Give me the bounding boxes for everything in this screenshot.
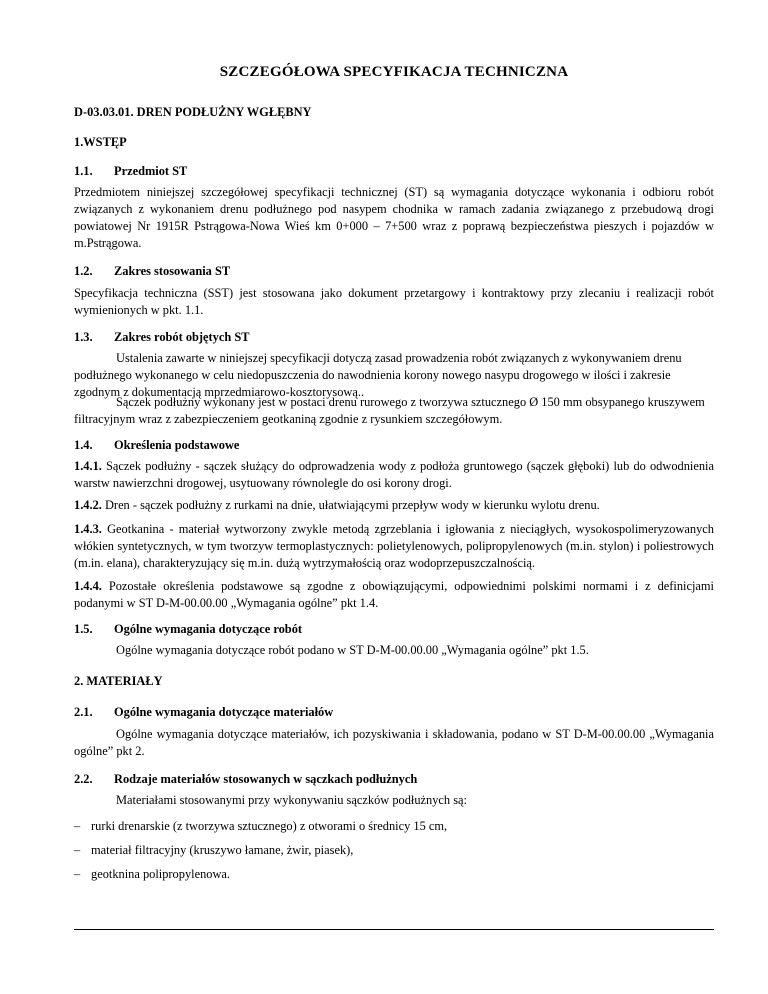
definition-1-4-3 (74, 521, 714, 572)
section-1-heading: 1.WSTĘP (74, 135, 127, 149)
definition-text: Geotkanina - materiał wytworzony zwykle metodą zgrzeblania i igłowania z nieciągłych, wysokospolimeryzowanych włókien syntetycznych, w tym tworzyw termoplastycznych: polietylenowych, polipropylenowych (m.in. stylon) i poliestrowych (m.in. elana), charakteryzujący się m.in. dużą wytrzymałością oraz wodoprzepuszczalnością. (74, 522, 714, 570)
subsection-title: Zakres stosowania ST (114, 264, 231, 278)
paragraph-1-2: Specyfikacja techniczna (SST) jest stosowana jako dokument przetargowy i kontraktowy przy zlecaniu i realizacji robót wymienionych w pkt. 1.1. (74, 286, 714, 317)
list-item (74, 866, 714, 883)
definition-1-4-4 (74, 578, 714, 612)
subsection-title: Ogólne wymagania dotyczące robót (114, 622, 303, 636)
document-title: SZCZEGÓŁOWA SPECYFIKACJA TECHNICZNA (219, 64, 569, 80)
subsection-number: 1.5. (74, 622, 93, 636)
list-item-text: materiał filtracyjny (kruszywo łamane, żwir, piasek), (91, 843, 354, 857)
definition-text: Sączek podłużny - sączek służący do odprowadzenia wody z podłoża gruntowego (sączek głęboki) lub do odwodnienia warstw nawierzchni drogowej, usytuowany równolegle do osi korony drogi. (74, 459, 714, 490)
subsection-number: 1.3. (74, 330, 93, 344)
paragraph-1-1: Przedmiotem niniejszej szczegółowej specyfikacji technicznej (ST) są wymagania dotyczące wykonania i odbioru robót związanych z wykonaniem drenu podłużnego pod nasypem chodnika w ramach zadania związanego z przebudową drogi powiatowej Nr 1915R Pstrągowa-Nowa Wieś km 0+000 – 7+500 wraz z poprawą bezpieczeństwa pieszych i pojazdów w m.Pstrągowa. (74, 185, 714, 250)
footer-divider (74, 929, 714, 930)
subsection-1-5-heading (74, 621, 714, 638)
subsection-number: 2.1. (74, 705, 93, 719)
definition-number: 1.4.4. (74, 579, 102, 593)
subsection-number: 1.4. (74, 438, 93, 452)
definition-number: 1.4.2. (74, 498, 102, 512)
subsection-1-4-heading (74, 437, 714, 454)
subsection-1-2-heading (74, 263, 714, 280)
subsection-number: 2.2. (74, 772, 93, 786)
list-item-text: geotknina polipropylenowa. (91, 867, 231, 881)
list-marker: – (74, 843, 81, 857)
list-item (74, 818, 714, 835)
paragraph-1-5: Ogólne wymagania dotyczące robót podano w ST D-M-00.00.00 „Wymagania ogólne” pkt 1.5. (116, 643, 589, 657)
subsection-1-3-heading (74, 329, 714, 346)
paragraph-2-2: Materiałami stosowanymi przy wykonywaniu sączków podłużnych są: (116, 793, 467, 807)
subsection-number: 1.1. (74, 164, 93, 178)
subsection-title: Ogólne wymagania dotyczące materiałów (114, 705, 334, 719)
subsection-title: Zakres robót objętych ST (114, 330, 250, 344)
paragraph-2-1: Ogólne wymagania dotyczące materiałów, ich pozyskiwania i składowania, podano w ST D-M-00.00.00 „Wymagania ogólne” pkt 2. (74, 727, 714, 758)
list-marker: – (74, 819, 81, 833)
spec-code-heading: D-03.03.01. DREN PODŁUŻNY WGŁĘBNY (74, 105, 312, 119)
definition-1-4-2 (74, 497, 714, 514)
definition-number: 1.4.1. (74, 459, 102, 473)
list-marker: – (74, 867, 81, 881)
definition-1-4-1 (74, 458, 714, 492)
paragraph-1-3-b: Sączek podłużny wykonany jest w postaci drenu rurowego z tworzywa sztucznego Ø 150 mm obsypanego kruszywem filtracyjnym wraz z zabezpieczeniem geotkaniną zgodnie z rysunkiem szczegółowym. (74, 395, 705, 426)
subsection-2-2-heading (74, 771, 714, 788)
list-item-text: rurki drenarskie (z tworzywa sztucznego) z otworami o średnicy 15 cm, (91, 819, 448, 833)
list-item (74, 842, 714, 859)
subsection-title: Rodzaje materiałów stosowanych w sączkach podłużnych (114, 772, 418, 786)
definition-text: Pozostałe określenia podstawowe są zgodne z obowiązującymi, odpowiednimi polskimi normami i z definicjami podanymi w ST D-M-00.00.00 „Wymagania ogólne” pkt 1.4. (74, 579, 714, 610)
subsection-title: Przedmiot ST (114, 164, 188, 178)
subsection-2-1-heading (74, 704, 714, 721)
subsection-title: Określenia podstawowe (114, 438, 240, 452)
subsection-1-1-heading (74, 163, 714, 180)
definition-number: 1.4.3. (74, 522, 102, 536)
paragraph-1-3-a: Ustalenia zawarte w niniejszej specyfikacji dotyczą zasad prowadzenia robót związanych z wykonywaniem drenu podłużnego wykonanego w celu niedopuszczenia do nawodnienia korony nowego nasypu drogowego w ilości i zakresie zgodnym z dokumentacją mprzedmiarowo-kosztorysową.. (74, 351, 682, 399)
subsection-number: 1.2. (74, 264, 93, 278)
section-2-heading: 2. MATERIAŁY (74, 674, 163, 688)
definition-text: Dren - sączek podłużny z rurkami na dnie, ułatwiającymi przepływ wody w kierunku wylotu drenu. (101, 498, 600, 512)
